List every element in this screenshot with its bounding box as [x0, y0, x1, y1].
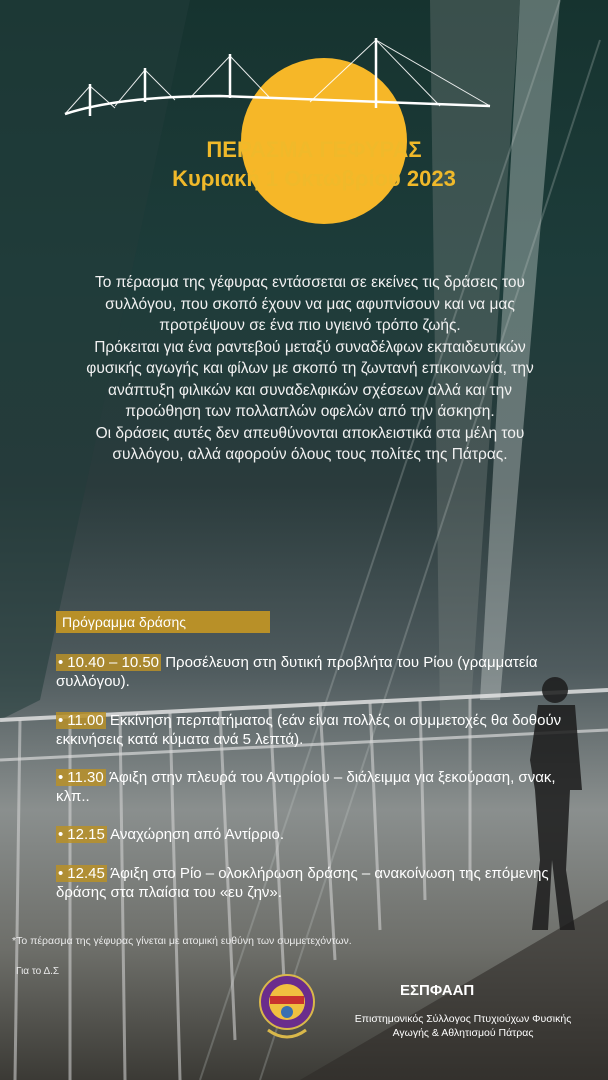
schedule-time: 12.45 [67, 865, 105, 882]
schedule-item: • 11.30 Άφιξη στην πλευρά του Αντιρρίου – διάλειμμα για ξεκούραση, σνακ, κλπ.. [56, 769, 556, 805]
intro-paragraph: Πρόκειται για ένα ραντεβού μεταξύ συναδέλφων εκπαιδευτικών φυσικής αγωγής και φίλων με σκοπό τη ζωντανή επικοινωνία, την ανάπτυξη φιλικών και συναδελφικών σχέσεων αλλά και την προώθηση των πολλαπλών οφελών από την άσκηση. [86, 338, 534, 420]
event-title: ΠΕΡΑΣΜΑ ΓΕΦΥΡΑΣ [206, 137, 422, 162]
schedule-text: Άφιξη στην πλευρά του Αντιρρίου – διάλειμμα για ξεκούραση, σνακ, κλπ.. [56, 769, 556, 805]
schedule-text: Άφιξη στο Ρίο – ολοκλήρωση δράσης – ανακοίνωση της επόμενης δράσης στα πλαίσια του «ευ ζην». [56, 865, 549, 901]
schedule-item: • 11.00 Εκκίνηση περπατήματος (εάν είναι πολλές οι συμμετοχές θα δοθούν εκκινήσεις κατά κύματα ανά 5 λεπτά). [56, 712, 562, 748]
schedule-time: 10.40 – 10.50 [67, 654, 160, 671]
organization-abbreviation: ΕΣΠΦΑΑΠ [400, 982, 475, 999]
schedule-text: Προσέλευση στη δυτική προβλήτα του Ρίου (γραμματεία συλλόγου). [56, 654, 538, 690]
intro-paragraph: Οι δράσεις αυτές δεν απευθύνονται αποκλειστικά στα μέλη του συλλόγου, αλλά αφορούν όλους τους πολίτες της Πάτρας. [95, 424, 525, 463]
responsibility-note: *Το πέρασμα της γέφυρας γίνεται με ατομική ευθύνη των συμμετεχόντων. [12, 935, 352, 947]
schedule-text: Εκκίνηση περπατήματος (εάν είναι πολλές οι συμμετοχές θα δοθούν εκκινήσεις κατά κύματα ανά 5 λεπτά). [56, 712, 562, 748]
bridge-logo-icon [60, 36, 500, 126]
schedule-item: • 10.40 – 10.50 Προσέλευση στη δυτική προβλήτα του Ρίου (γραμματεία συλλόγου). [56, 654, 538, 690]
schedule-time: 12.15 [67, 826, 105, 843]
schedule-time: 11.30 [67, 769, 104, 786]
schedule-item: • 12.45 Άφιξη στο Ρίο – ολοκλήρωση δράσης – ανακοίνωση της επόμενης δράσης στα πλαίσια του «ευ ζην». [56, 865, 549, 901]
schedule-time: 11.00 [67, 712, 104, 729]
schedule-item: • 12.15 Αναχώρηση από Αντίρριο. [58, 826, 284, 843]
intro-text [70, 272, 550, 466]
event-date: Κυριακή 1 Οκτωβρίου 2023 [172, 166, 456, 191]
schedule-text: Αναχώρηση από Αντίρριο. [110, 826, 284, 843]
organization-name: Επιστημονικός Σύλλογος Πτυχιούχων Φυσικής Αγωγής & Αθλητισμού Πάτρας [354, 1013, 572, 1039]
signature-label: Για το Δ.Σ [16, 966, 60, 977]
association-logo-icon [258, 972, 316, 1044]
schedule-heading: Πρόγραμμα δράσης [56, 611, 270, 633]
intro-paragraph: Το πέρασμα της γέφυρας εντάσσεται σε εκείνες τις δράσεις του συλλόγου, που σκοπό έχουν να μας αφυπνίσουν και να μας προτρέψουν σε ένα πιο υγιεινό τρόπο ζωής. [95, 274, 525, 334]
